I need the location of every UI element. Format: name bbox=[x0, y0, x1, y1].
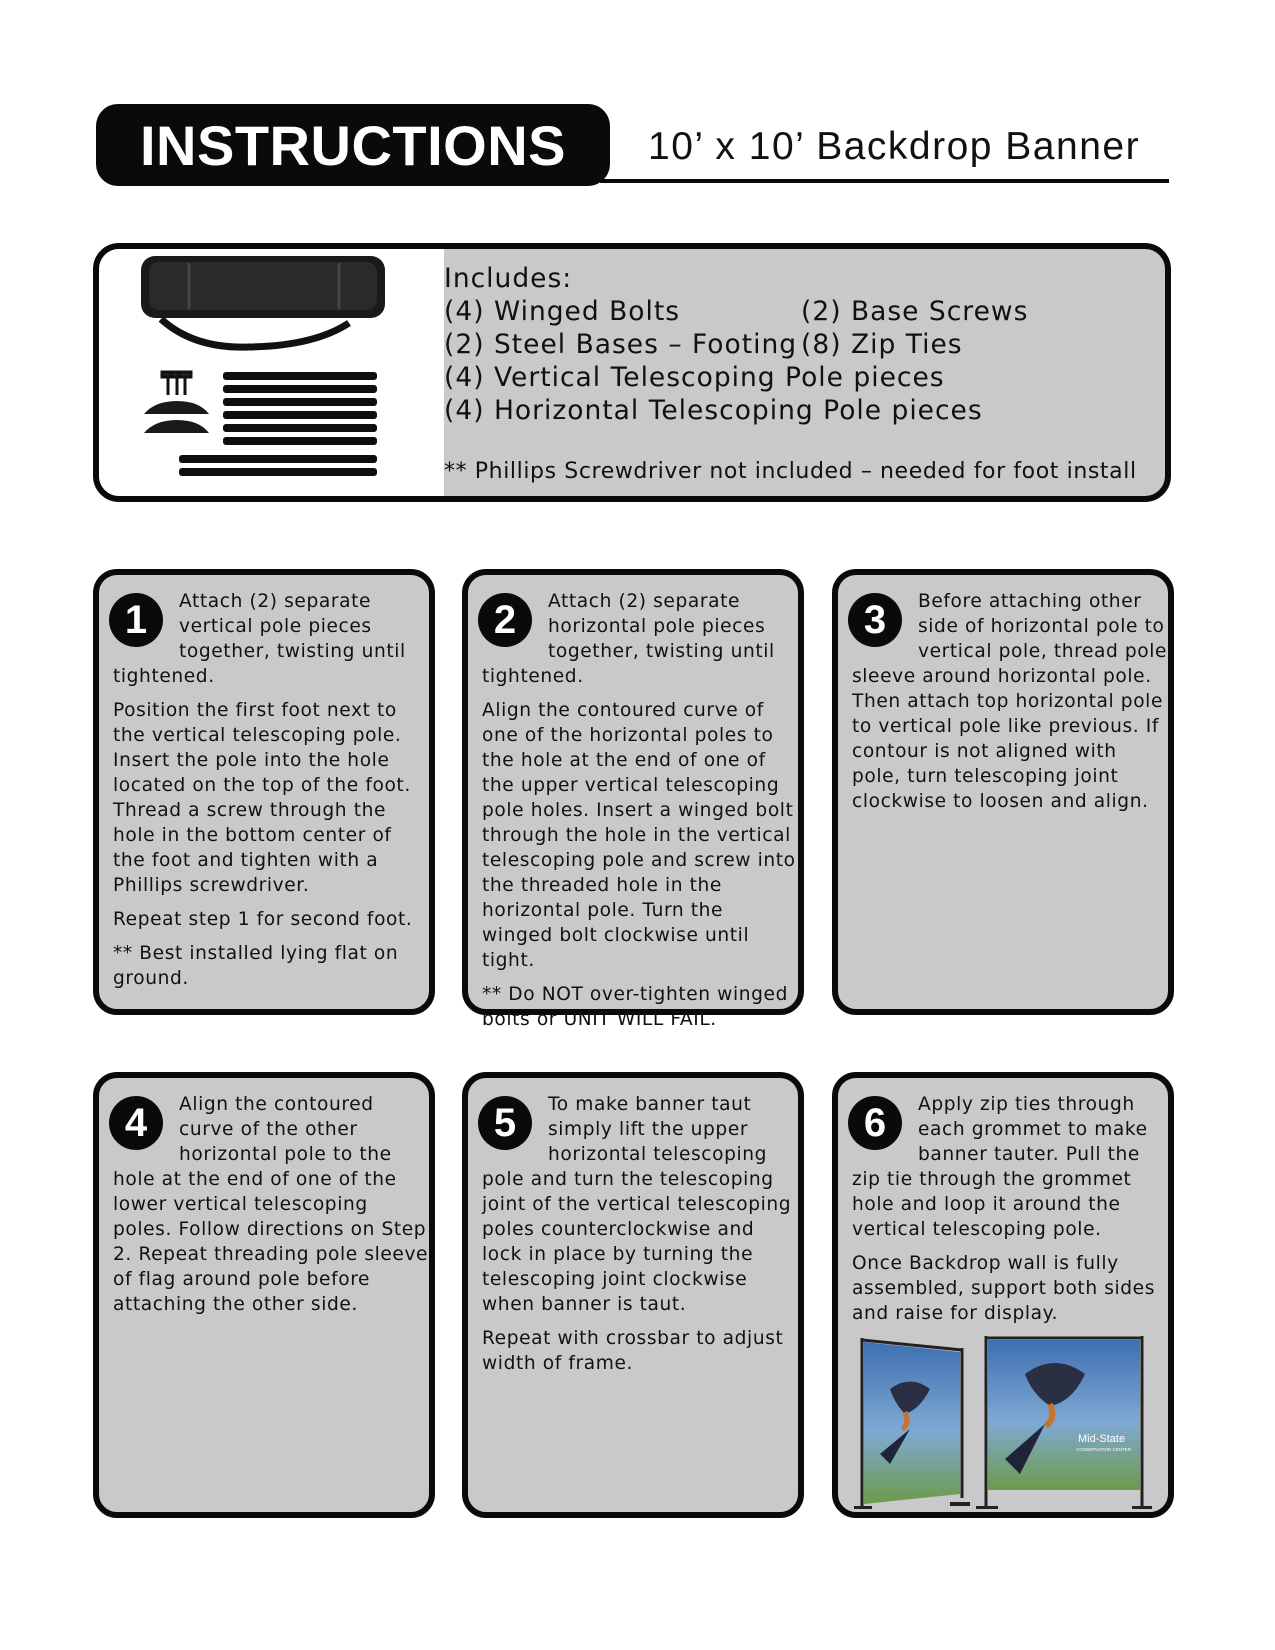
include-item: (2) Steel Bases – Footing bbox=[444, 329, 798, 360]
step-card-2 bbox=[462, 569, 804, 1030]
step-paragraph: Apply zip ties through each grommet to make banner tauter. Pull the zip tie through the grommet hole and loop it around the vertical telescoping pole. bbox=[852, 1094, 1148, 1240]
include-item: (4) Horizontal Telescoping Pole pieces bbox=[444, 395, 983, 426]
banner-front-view bbox=[976, 1336, 1152, 1508]
step-paragraph: Align the contoured curve of one of the horizontal poles to the hole at the end of one of the upper vertical telescoping pole holes. Insert a winged bolt through the hole in the vertical telescoping pole and screw into the threaded hole in the horizontal pole. Turn the winged bolt clockwise until tight. bbox=[482, 700, 796, 971]
banner-angled-view bbox=[854, 1338, 970, 1508]
step-number-badge: 4 bbox=[109, 1096, 163, 1150]
step-paragraph: Attach (2) separate vertical pole pieces together, twisting until tightened. bbox=[113, 591, 406, 687]
title-banner bbox=[96, 104, 610, 186]
page-subtitle: 10’ x 10’ Backdrop Banner bbox=[648, 125, 1141, 168]
includes-panel bbox=[93, 243, 1171, 502]
step-card-5 bbox=[462, 1072, 804, 1518]
step-paragraph: Repeat step 1 for second foot. bbox=[113, 909, 413, 930]
step-card-6 bbox=[832, 1072, 1174, 1518]
step-paragraph: To make banner taut simply lift the upper horizontal telescoping pole and turn the telescoping joint of the vertical telescoping poles counterclockwise and lock in place by turning the telescoping joint clockwise when banner is taut. bbox=[482, 1094, 792, 1315]
banner-logo-name: Mid-State bbox=[1078, 1433, 1126, 1445]
step-paragraph: Before attaching other side of horizontal pole to vertical pole, thread pole sleeve around horizontal pole. Then attach top horizontal pole to vertical pole like previous. If contour is not aligned with pole, turn telescoping joint clockwise to loosen and align. bbox=[852, 591, 1168, 812]
includes-heading: Includes: bbox=[444, 263, 573, 294]
include-item: (4) Vertical Telescoping Pole pieces bbox=[444, 362, 945, 393]
page-title: INSTRUCTIONS bbox=[140, 113, 566, 177]
kit-contents-illustration bbox=[99, 249, 444, 496]
step-number-badge: 1 bbox=[109, 593, 163, 647]
assembled-banner-photo bbox=[850, 1334, 1160, 1509]
step-number-badge: 5 bbox=[478, 1096, 532, 1150]
step-paragraph: ** Best installed lying flat on ground. bbox=[113, 943, 399, 989]
title-underline bbox=[600, 179, 1169, 183]
step-paragraph: Position the first foot next to the vertical telescoping pole. Insert the pole into the hole located on the top of the foot. Thread a screw through the hole in the bottom center of the foot and tighten with a Phillips screwdriver. bbox=[113, 700, 411, 896]
includes-note: ** Phillips Screwdriver not included – needed for foot install bbox=[444, 459, 1137, 484]
step-number-badge: 3 bbox=[848, 593, 902, 647]
step-paragraph: Once Backdrop wall is fully assembled, support both sides and raise for display. bbox=[852, 1253, 1155, 1324]
step-card-1 bbox=[93, 569, 435, 1015]
step-card-3 bbox=[832, 569, 1174, 1015]
step-number-badge: 6 bbox=[848, 1096, 902, 1150]
step-paragraph: Attach (2) separate horizontal pole pieces together, twisting until tightened. bbox=[482, 591, 775, 687]
step-paragraph: Repeat with crossbar to adjust width of frame. bbox=[482, 1328, 784, 1374]
banner-logo-tagline: CONSERVATION CENTER bbox=[1076, 1447, 1132, 1452]
include-item: (4) Winged Bolts bbox=[444, 296, 681, 327]
step-card-4 bbox=[93, 1072, 435, 1518]
include-item: (2) Base Screws bbox=[801, 296, 1029, 327]
kit-contents-photo bbox=[99, 249, 444, 496]
step-number-badge: 2 bbox=[478, 593, 532, 647]
step-paragraph: Align the contoured curve of the other horizontal pole to the hole at the end of one of the lower vertical telescoping poles. Follow directions on Step 2. Repeat threading pole sleeve of flag around pole before attaching the other side. bbox=[113, 1094, 429, 1315]
step-paragraph: ** Do NOT over-tighten winged bolts or UNIT WILL FAIL. bbox=[482, 984, 788, 1030]
include-item: (8) Zip Ties bbox=[801, 329, 963, 360]
